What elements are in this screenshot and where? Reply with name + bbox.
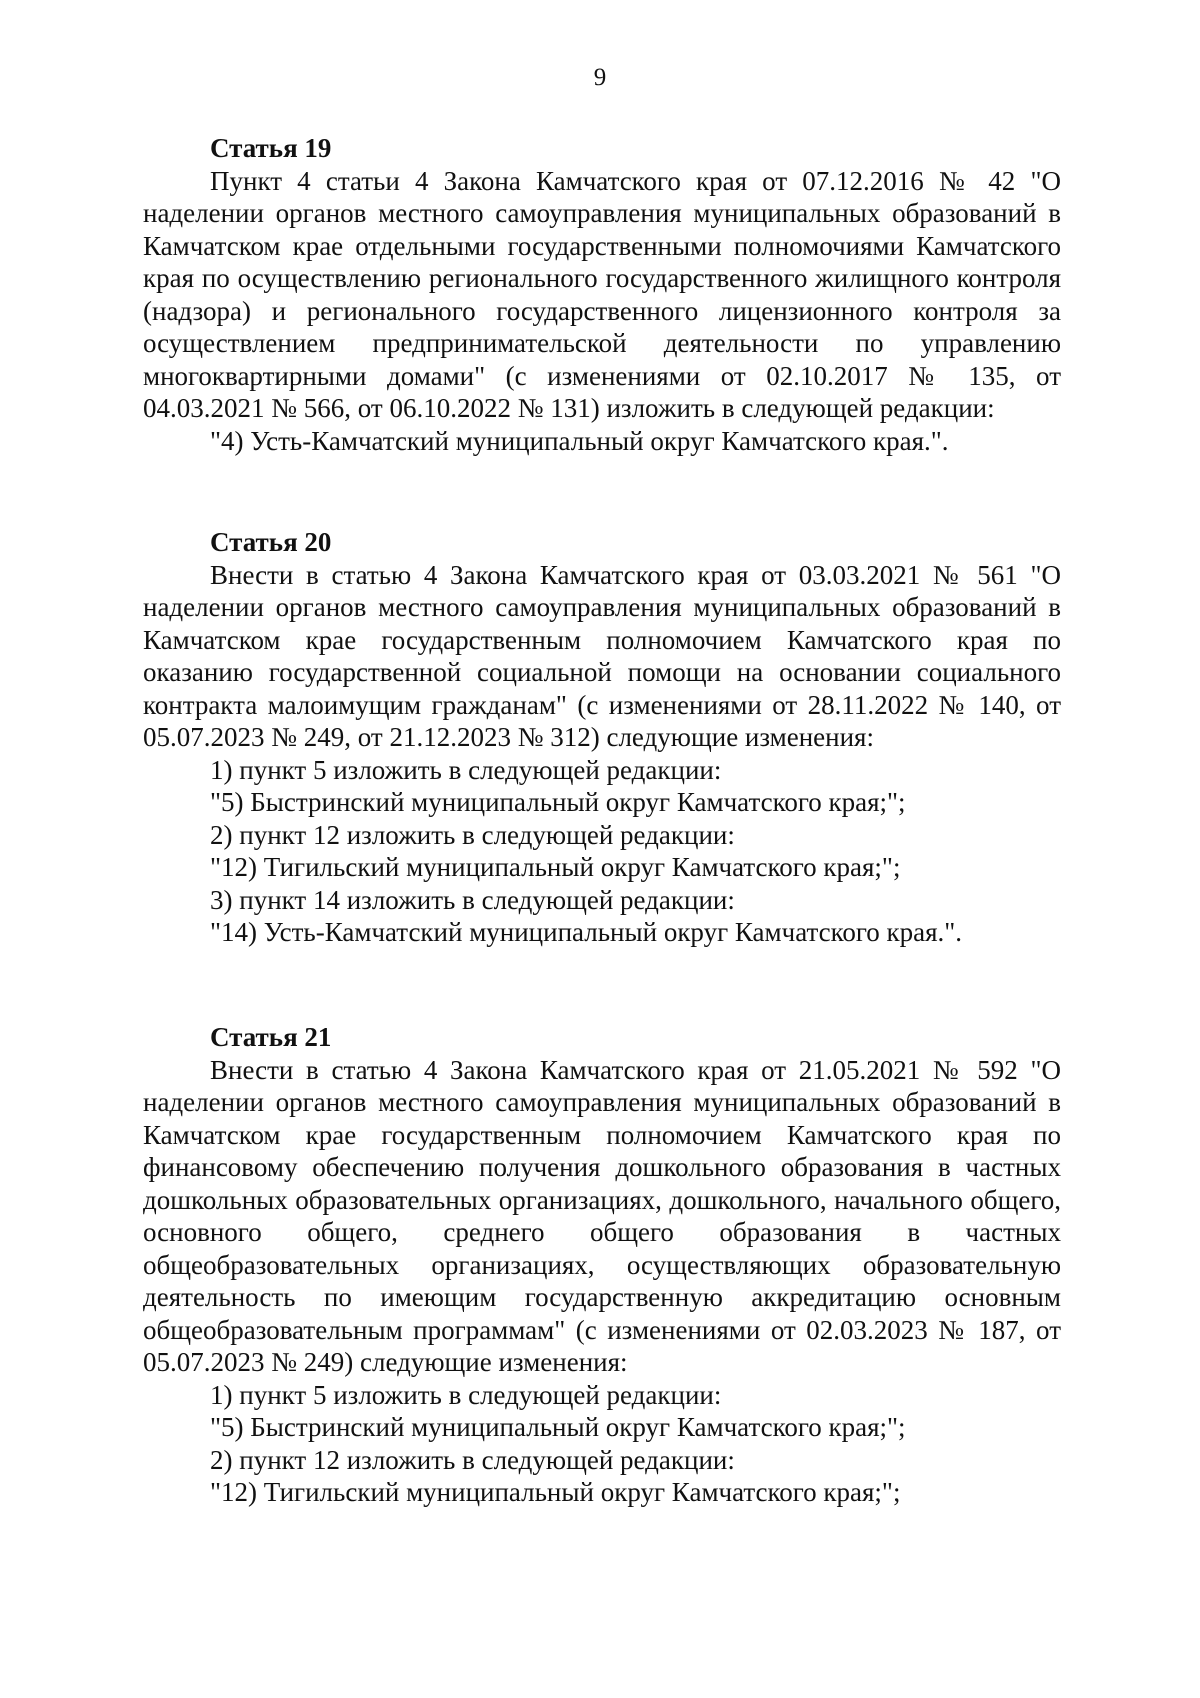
article-item: "4) Усть-Камчатский муниципальный округ Камчатского края.". xyxy=(210,425,949,456)
page-number: 9 xyxy=(593,64,607,91)
article-item: 3) пункт 14 изложить в следующей редакции: xyxy=(210,884,735,915)
article-title: Статья 20 xyxy=(210,527,332,557)
article-item: 1) пункт 5 изложить в следующей редакции: xyxy=(210,1379,722,1410)
article-body: Пункт 4 статьи 4 Закона Камчатского края от 07.12.2016 № 42 "О наделении органов местного самоуправления муниципальных образований в Камчатском крае отдельными государственными полномочиями Камчатского края по осуществлению регионального государственного жилищного контроля (надзора) и регионального государственного лицензионного контроля за осуществлением предпринимательской деятельности по управлению многоквартирными домами" (с изменениями от 02.10.2017 № 135, от 04.03.2021 № 566, от 06.10.2022 № 131) изложить в следующей редакции: xyxy=(143,165,1061,423)
article-item: "12) Тигильский муниципальный округ Камчатского края;"; xyxy=(210,1477,901,1507)
article-21 xyxy=(143,1021,1061,1509)
article-item: "14) Усть-Камчатский муниципальный округ Камчатского края.". xyxy=(210,917,963,947)
article-item: 2) пункт 12 изложить в следующей редакции: xyxy=(210,1444,735,1475)
article-20 xyxy=(143,526,1061,949)
article-19 xyxy=(143,132,1061,457)
article-title: Статья 21 xyxy=(210,1022,332,1052)
article-body: Внести в статью 4 Закона Камчатского края от 21.05.2021 № 592 "О наделении органов местного самоуправления муниципальных образований в Камчатском крае государственным полномочием Камчатского края по финансовому обеспечению получения дошкольного образования в частных дошкольных образовательных организациях, дошкольного, начального общего, основного общего, среднего общего образования в частных общеобразовательных организациях, осуществляющих образовательную деятельность по имеющим государственную аккредитацию основным общеобразовательным программам" (с изменениями от 02.03.2023 № 187, от 05.07.2023 № 249) следующие изменения: xyxy=(143,1054,1061,1377)
article-body: Внести в статью 4 Закона Камчатского края от 03.03.2021 № 561 "О наделении органов местного самоуправления муниципальных образований в Камчатском крае государственным полномочием Камчатского края по оказанию государственной социальной помощи на основании социального контракта малоимущим гражданам" (с изменениями от 28.11.2022 № 140, от 05.07.2023 № 249, от 21.12.2023 № 312) следующие изменения: xyxy=(143,559,1061,752)
article-item: 1) пункт 5 изложить в следующей редакции: xyxy=(210,754,722,785)
article-item: "5) Быстринский муниципальный округ Камчатского края;"; xyxy=(210,787,906,817)
article-title: Статья 19 xyxy=(210,133,332,163)
article-item: "12) Тигильский муниципальный округ Камчатского края;"; xyxy=(210,852,901,882)
article-item: 2) пункт 12 изложить в следующей редакции: xyxy=(210,819,735,850)
article-item: "5) Быстринский муниципальный округ Камчатского края;"; xyxy=(210,1412,906,1442)
